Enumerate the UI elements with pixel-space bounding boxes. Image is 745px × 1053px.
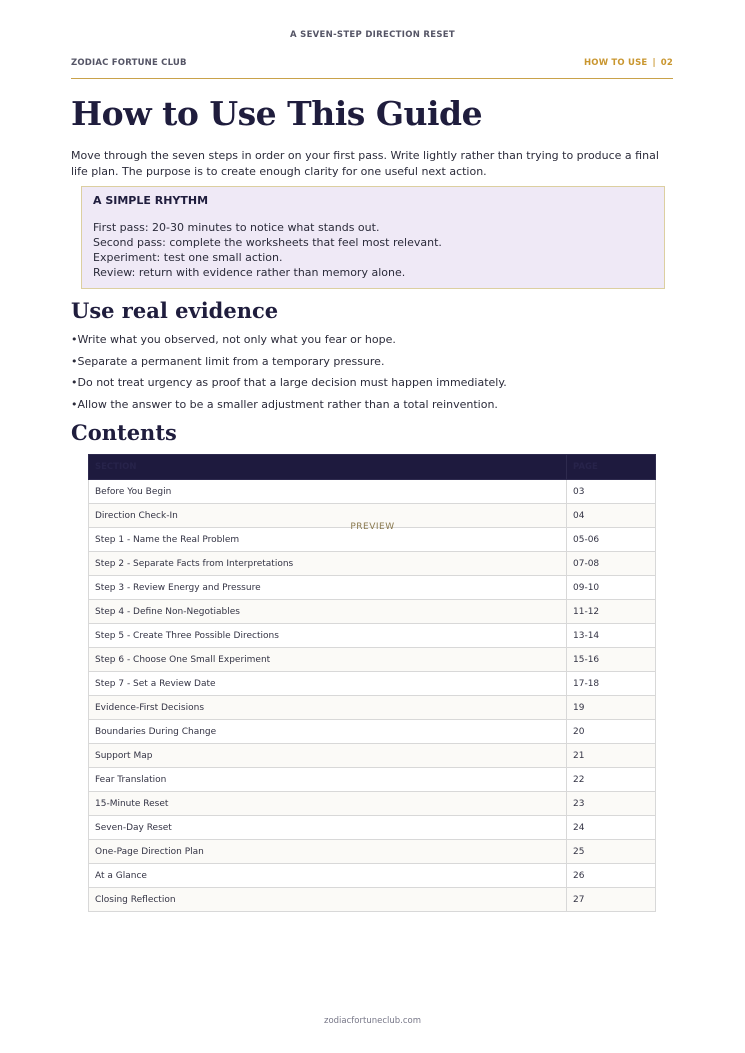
document-top-title: A SEVEN-STEP DIRECTION RESET — [290, 30, 455, 40]
toc-page: 21 — [567, 744, 656, 768]
section-separator: | — [652, 58, 656, 68]
toc-page: 05-06 — [567, 528, 656, 552]
contents-table — [88, 454, 656, 912]
toc-page: 13-14 — [567, 624, 656, 648]
toc-section: Support Map — [89, 744, 567, 768]
toc-section: 15-Minute Reset — [89, 792, 567, 816]
toc-section: Step 1 - Name the Real Problem — [89, 528, 567, 552]
toc-page: 22 — [567, 768, 656, 792]
list-item: • Write what you observed, not only what you fear or hope. — [71, 332, 673, 347]
page-title: How to Use This Guide — [71, 94, 483, 133]
callout-line: First pass: 20-30 minutes to notice what stands out. — [93, 221, 380, 234]
callout-line: Second pass: complete the worksheets that feel most relevant. — [93, 236, 442, 249]
evidence-heading: Use real evidence — [71, 298, 279, 323]
toc-page: 19 — [567, 696, 656, 720]
table-row — [89, 552, 656, 576]
toc-section: Boundaries During Change — [89, 720, 567, 744]
toc-section: One-Page Direction Plan — [89, 840, 567, 864]
toc-section: Before You Begin — [89, 480, 567, 504]
toc-section: At a Glance — [89, 864, 567, 888]
table-row — [89, 720, 656, 744]
callout-title: A SIMPLE RHYTHM — [93, 194, 209, 207]
toc-page: 09-10 — [567, 576, 656, 600]
contents-heading: Contents — [71, 420, 177, 445]
toc-page: 27 — [567, 888, 656, 912]
table-row — [89, 648, 656, 672]
toc-page: 11-12 — [567, 600, 656, 624]
evidence-bullet-list — [71, 332, 673, 419]
toc-page: 17-18 — [567, 672, 656, 696]
table-header-row — [89, 455, 656, 480]
toc-page: 07-08 — [567, 552, 656, 576]
toc-section: Seven-Day Reset — [89, 816, 567, 840]
toc-page: 04 — [567, 504, 656, 528]
toc-section: Closing Reflection — [89, 888, 567, 912]
table-row — [89, 528, 656, 552]
preview-watermark: PREVIEW — [350, 522, 395, 532]
footer-url: zodiacfortuneclub.com — [324, 1016, 421, 1026]
table-row — [89, 624, 656, 648]
callout-line: Review: return with evidence rather than memory alone. — [93, 266, 406, 279]
page-number: 02 — [660, 58, 673, 68]
table-row — [89, 480, 656, 504]
table-row — [89, 672, 656, 696]
toc-page: 15-16 — [567, 648, 656, 672]
table-row — [89, 744, 656, 768]
rhythm-callout — [81, 186, 665, 289]
table-row — [89, 768, 656, 792]
toc-section: Step 2 - Separate Facts from Interpretations — [89, 552, 567, 576]
table-row — [89, 888, 656, 912]
toc-section: Step 3 - Review Energy and Pressure — [89, 576, 567, 600]
table-row — [89, 864, 656, 888]
section-tag — [584, 58, 673, 68]
toc-section: Step 6 - Choose One Small Experiment — [89, 648, 567, 672]
toc-page: 26 — [567, 864, 656, 888]
column-header-page: PAGE — [567, 455, 656, 480]
table-row — [89, 792, 656, 816]
toc-page: 24 — [567, 816, 656, 840]
list-item: • Allow the answer to be a smaller adjustment rather than a total reinvention. — [71, 397, 673, 412]
column-header-section: SECTION — [89, 455, 567, 480]
toc-page: 25 — [567, 840, 656, 864]
toc-section: Step 7 - Set a Review Date — [89, 672, 567, 696]
callout-line: Experiment: test one small action. — [93, 251, 283, 264]
table-row — [89, 816, 656, 840]
table-row — [89, 576, 656, 600]
intro-paragraph: Move through the seven steps in order on your first pass. Write lightly rather than trying to produce a final life plan. The purpose is to create enough clarity for one useful next action. — [71, 149, 659, 178]
table-row — [89, 840, 656, 864]
table-row — [89, 696, 656, 720]
toc-section: Direction Check-In — [89, 504, 567, 528]
toc-section: Fear Translation — [89, 768, 567, 792]
toc-page: 20 — [567, 720, 656, 744]
toc-page: 03 — [567, 480, 656, 504]
toc-section: Evidence-First Decisions — [89, 696, 567, 720]
list-item: • Do not treat urgency as proof that a large decision must happen immediately. — [71, 375, 673, 390]
section-name: HOW TO USE — [583, 58, 648, 68]
toc-section: Step 5 - Create Three Possible Directions — [89, 624, 567, 648]
table-row — [89, 600, 656, 624]
list-item: • Separate a permanent limit from a temporary pressure. — [71, 354, 673, 369]
page-header — [71, 58, 673, 79]
toc-page: 23 — [567, 792, 656, 816]
toc-section: Step 4 - Define Non-Negotiables — [89, 600, 567, 624]
brand-name: ZODIAC FORTUNE CLUB — [71, 58, 187, 68]
table-row — [89, 504, 656, 528]
